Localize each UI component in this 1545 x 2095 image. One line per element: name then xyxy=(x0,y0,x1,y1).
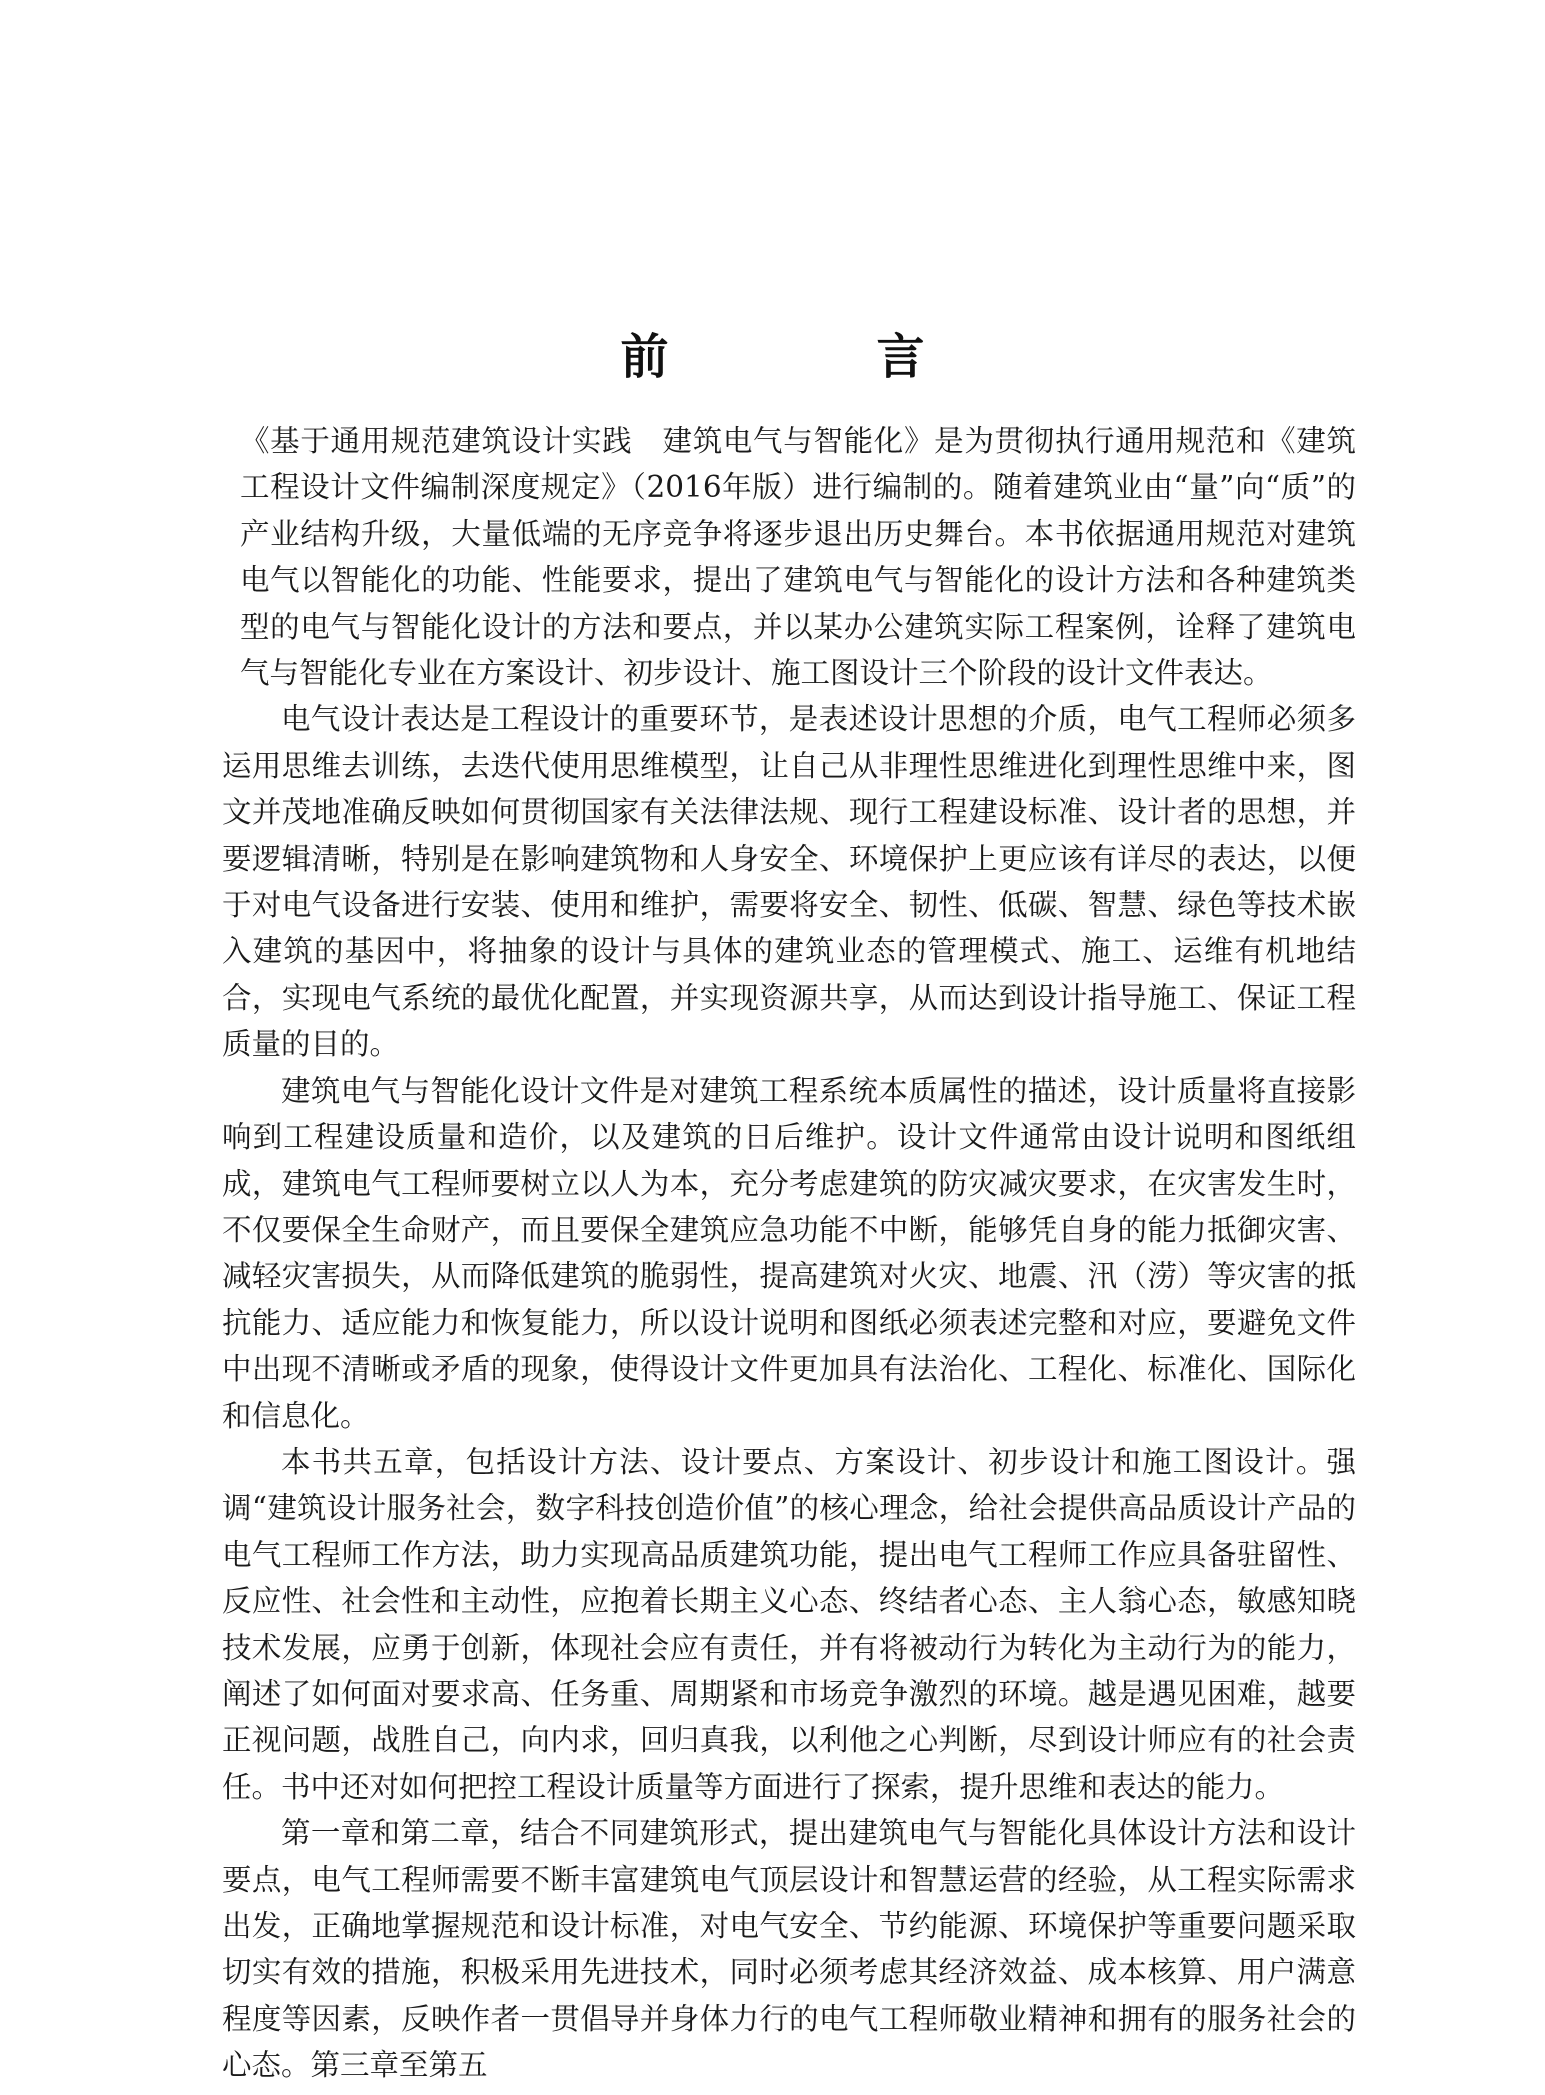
paragraph: 第一章和第二章，结合不同建筑形式，提出建筑电气与智能化具体设计方法和设计要点，电气工程师需要不断丰富建筑电气顶层设计和智慧运营的经验，从工程实际需求出发，正确地掌握规范和设计标准，对电气安全、节约能源、环境保护等重要问题采取切实有效的措施，积极采用先进技术，同时必须考虑其经济效益、成本核算、用户满意程度等因素，反映作者一贯倡导并身体力行的电气工程师敬业精神和拥有的服务社会的心态。第三章至第五 xyxy=(222,1816,1356,2083)
paragraph: 电气设计表达是工程设计的重要环节，是表述设计思想的介质，电气工程师必须多运用思维去训练，去迭代使用思维模型，让自己从非理性思维进化到理性思维中来，图文并茂地准确反映如何贯彻国家有关法律法规、现行工程建设标准、设计者的思想，并要逻辑清晰，特别是在影响建筑物和人身安全、环境保护上更应该有详尽的表达，以便于对电气设备进行安装、使用和维护，需要将安全、韧性、低碳、智慧、绿色等技术嵌入建筑的基因中，将抽象的设计与具体的建筑业态的管理模式、施工、运维有机地结合，实现电气系统的最优化配置，并实现资源共享，从而达到设计指导施工、保证工程质量的目的。 xyxy=(222,702,1356,1062)
paragraph: 本书共五章，包括设计方法、设计要点、方案设计、初步设计和施工图设计。强调“建筑设计服务社会，数字科技创造价值”的核心理念，给社会提供高品质设计产品的电气工程师工作方法，助力实现高品质建筑功能，提出电气工程师工作应具备驻留性、反应性、社会性和主动性，应抱着长期主义心态、终结者心态、主人翁心态，敏感知晓技术发展，应勇于创新，体现社会应有责任，并有将被动行为转化为主动行为的能力，阐述了如何面对要求高、任务重、周期紧和市场竞争激烈的环境。越是遇见困难，越要正视问题，战胜自己，向内求，回归真我，以利他之心判断，尽到设计师应有的社会责任。书中还对如何把控工程设计质量等方面进行了探索，提升思维和表达的能力。 xyxy=(222,1444,1356,1804)
preface-body xyxy=(222,418,1356,2089)
page-title: 前 言 xyxy=(620,329,1005,386)
paragraph: 建筑电气与智能化设计文件是对建筑工程系统本质属性的描述，设计质量将直接影响到工程建设质量和造价，以及建筑的日后维护。设计文件通常由设计说明和图纸组成，建筑电气工程师要树立以人为本，充分考虑建筑的防灾减灾要求，在灾害发生时，不仅要保全生命财产，而且要保全建筑应急功能不中断，能够凭自身的能力抵御灾害、减轻灾害损失，从而降低建筑的脆弱性，提高建筑对火灾、地震、汛（涝）等灾害的抵抗能力、适应能力和恢复能力，所以设计说明和图纸必须表述完整和对应，要避免文件中出现不清晰或矛盾的现象，使得设计文件更加具有法治化、工程化、标准化、国际化和信息化。 xyxy=(222,1073,1356,1433)
paragraph: 《基于通用规范建筑设计实践 建筑电气与智能化》是为贯彻执行通用规范和《建筑工程设计文件编制深度规定》（2016年版）进行编制的。随着建筑业由“量”向“质”的产业结构升级，大量低端的无序竞争将逐步退出历史舞台。本书依据通用规范对建筑电气以智能化的功能、性能要求，提出了建筑电气与智能化的设计方法和各种建筑类型的电气与智能化设计的方法和要点，并以某办公建筑实际工程案例，诠释了建筑电气与智能化专业在方案设计、初步设计、施工图设计三个阶段的设计文件表达。 xyxy=(240,424,1356,691)
